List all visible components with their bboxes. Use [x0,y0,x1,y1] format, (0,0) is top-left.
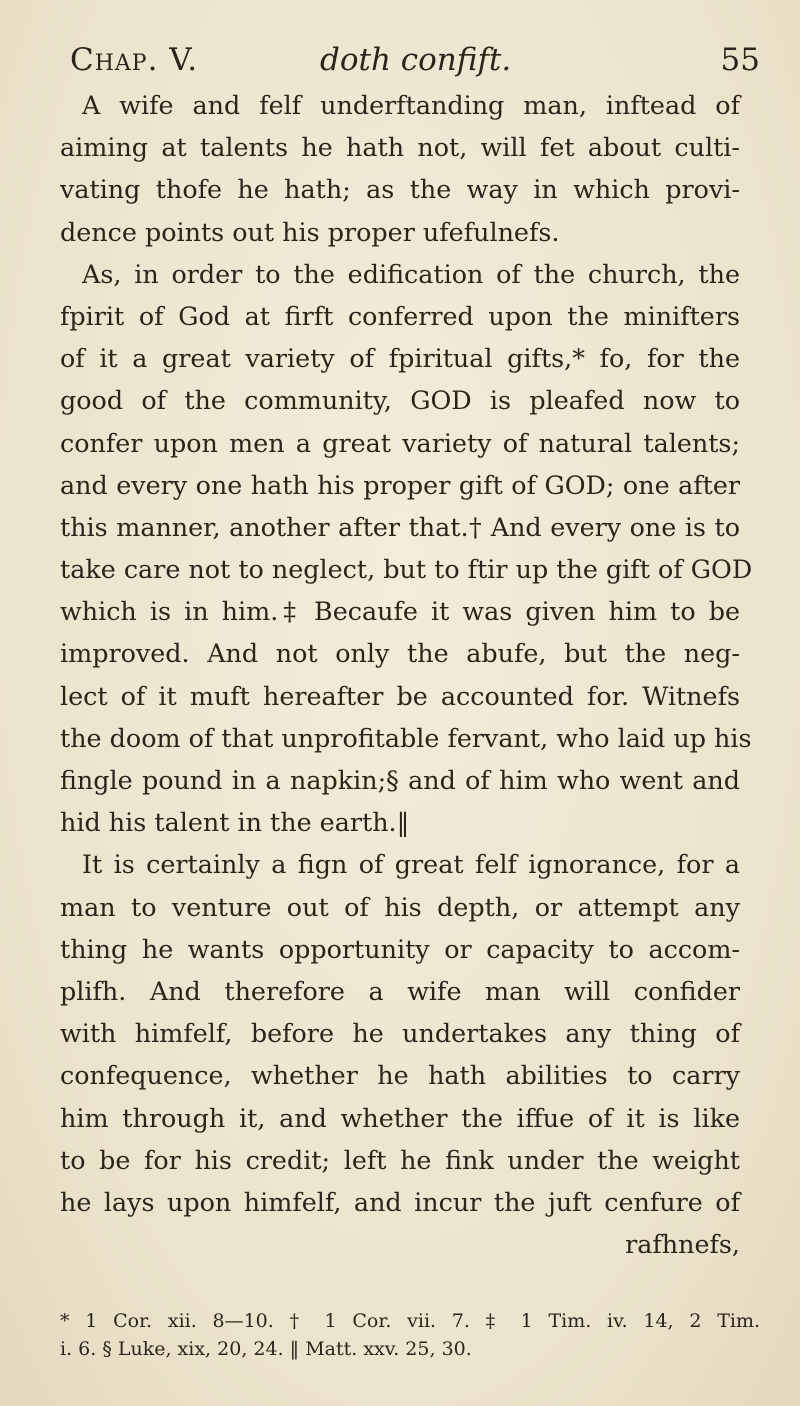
footnotes [60,1307,760,1363]
text-line: this manner, another after that.† And every one is to [60,511,740,542]
text-line: improved. And not only the abufe, but the neg- [60,638,740,669]
text-line: dence points out his proper ufefulnefs. [60,216,560,247]
text-line: he lays upon himfelf, and incur the juft cenfure of [60,1186,740,1217]
text-line: It is certainly a fign of great felf ignorance, for a [82,849,740,880]
text-line: plifh. And therefore a wife man will confider [60,975,740,1006]
text-line: the doom of that unprofitable fervant, who laid up his [60,722,752,753]
text-line: A wife and felf underftanding man, inftead of [82,90,740,120]
text-line: confequence, whether he hath abilities to carry [60,1060,740,1091]
text-line: him through it, and whether the iffue of it is like [60,1102,740,1133]
footnote-line: i. 6. § Luke, xix, 20, 24. ‖ Matt. xxv. 25, 30. [60,1338,472,1360]
text-line: and every one hath his proper gift of GOD; one after [60,469,740,500]
text-line: which is in him.‡ Becaufe it was given him to be [60,596,740,627]
running-title: doth confift. [320,42,512,78]
text-line: confer upon men a great variety of natural talents; [60,427,740,458]
text-line: fpirit of God at firft conferred upon the minifters [60,300,740,331]
footnote-line: * 1 Cor. xii. 8—10. † 1 Cor. vii. 7. ‡ 1 Tim. iv. 14, 2 Tim. [60,1310,760,1332]
text-line: hid his talent in the earth.‖ [60,807,410,838]
text-line: vating thofe he hath; as the way in which provi- [60,174,740,205]
running-header [60,22,760,82]
text-line: to be for his credit; left he fink under the weight [60,1144,740,1175]
text-line: As, in order to the edification of the church, the [82,258,740,289]
text-line: aiming at talents he hath not, will fet about culti- [60,132,740,163]
text-line: good of the community, GOD is pleafed now to [60,385,740,416]
text-line: with himfelf, before he undertakes any thing of [60,1018,740,1049]
body-text [60,84,753,1265]
text-line: take care not to neglect, but to ftir up the gift of GOD [60,554,753,585]
text-line: fingle pound in a napkin;§ and of him who went and [60,765,740,795]
text-line: of it a great variety of fpiritual gifts,* fo, for the [60,343,740,374]
text-line: thing he wants opportunity or capacity to accom- [60,933,740,964]
chapter-label: Chap. V. [70,42,199,78]
text-line: man to venture out of his depth, or attempt any [60,891,740,922]
page-number: 55 [720,42,760,78]
catchword: rafhnefs, [625,1229,740,1260]
text-line: lect of it muft hereafter be accounted for. Witnefs [60,680,740,711]
